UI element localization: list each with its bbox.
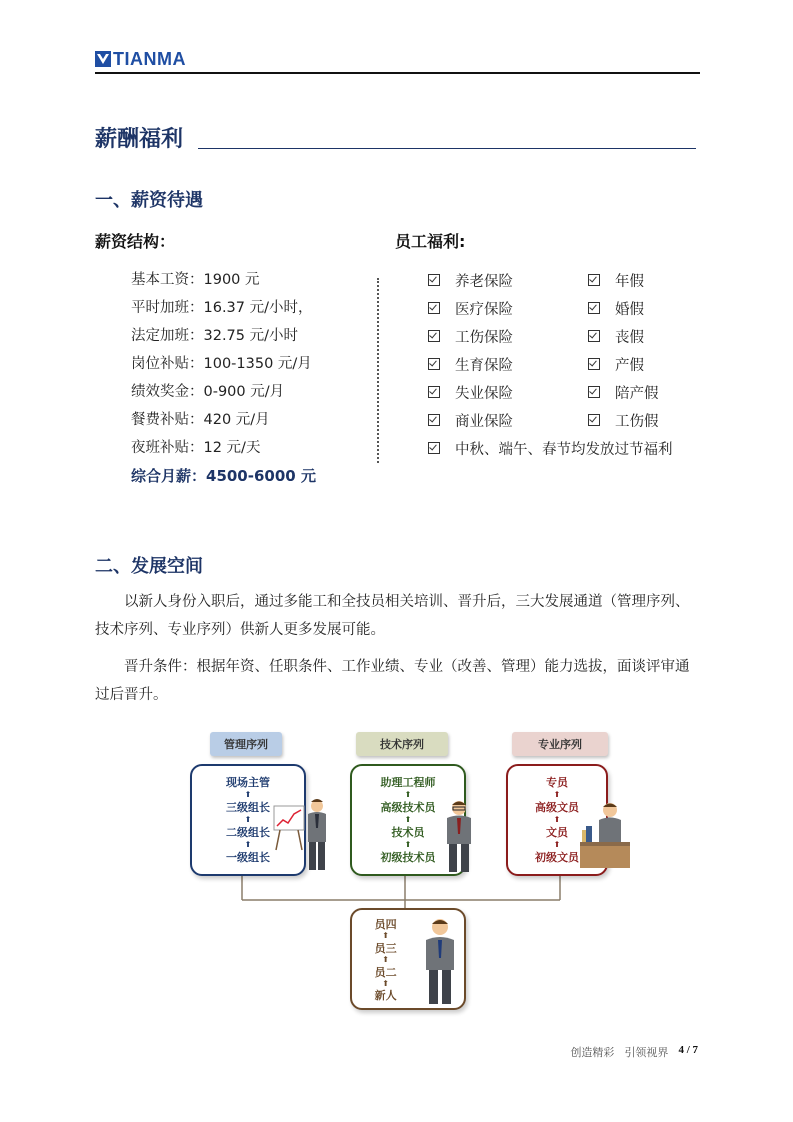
up-arrow-icon: ⬆ <box>553 790 561 799</box>
checkbox-icon <box>428 386 440 398</box>
salary-total: 综合月薪：4500-6000 元 <box>131 467 316 485</box>
footer-slogan: 引领视界 <box>624 1046 669 1059</box>
up-arrow-icon: ⬆ <box>553 840 561 849</box>
salary-item: 夜班补贴：12 元/天 <box>131 440 261 456</box>
tianma-logo-icon <box>95 51 111 67</box>
up-arrow-icon: ⬆ <box>382 979 389 988</box>
section-heading-salary: 一、薪资待遇 <box>95 190 203 211</box>
up-arrow-icon: ⬆ <box>404 815 412 824</box>
track-step: 技术员 <box>391 826 425 839</box>
benefit-label: 年假 <box>615 273 644 290</box>
salary-item: 基本工资：1900 元 <box>131 272 260 288</box>
benefits-col2 <box>588 266 659 434</box>
base-step: 员三 <box>374 942 397 955</box>
page-title: 薪酬福利 <box>95 127 184 152</box>
title-underline <box>198 148 696 149</box>
section-heading-development: 二、发展空间 <box>95 556 203 577</box>
page-footer <box>570 1044 698 1060</box>
salary-structure-heading: 薪资结构： <box>95 232 176 251</box>
benefit-label: 生育保险 <box>455 357 513 374</box>
checkbox-icon <box>588 358 600 370</box>
career-path-diagram <box>180 728 630 1013</box>
benefit-item <box>428 434 673 462</box>
header-divider <box>95 72 700 74</box>
checkbox-icon <box>428 274 440 286</box>
track-step: 高级文员 <box>535 801 579 814</box>
checkbox-icon <box>428 358 440 370</box>
benefit-item <box>588 378 659 406</box>
company-logo <box>95 50 186 68</box>
promotion-paragraph: 晋升条件：根据年资、任职条件、工作业绩、专业（改善、管理）能力选拔，面谈评审通过后晋升。 <box>95 659 690 703</box>
benefit-label: 丧假 <box>615 329 644 346</box>
benefit-label: 养老保险 <box>455 273 513 290</box>
footer-slogan: 创造精彩 <box>570 1046 615 1059</box>
checkbox-icon <box>588 330 600 342</box>
logo-text: TIANMA <box>113 48 186 69</box>
track-step: 初级文员 <box>535 851 579 864</box>
benefit-label: 医疗保险 <box>455 301 513 318</box>
checkbox-icon <box>588 274 600 286</box>
benefit-label: 工伤假 <box>615 413 659 430</box>
track-step: 现场主管 <box>226 776 270 789</box>
up-arrow-icon: ⬆ <box>382 955 389 964</box>
track-step: 一级组长 <box>226 851 270 864</box>
track-step: 三级组长 <box>226 801 270 814</box>
salary-list <box>131 266 316 490</box>
track-step: 初级技术员 <box>380 851 436 864</box>
benefit-item <box>588 322 659 350</box>
track-step: 专员 <box>546 776 568 789</box>
checkbox-icon <box>588 414 600 426</box>
up-arrow-icon: ⬆ <box>244 790 252 799</box>
clerk-at-desk-illustration-icon <box>580 798 630 872</box>
presenter-illustration-icon <box>272 794 334 874</box>
checkbox-icon <box>428 302 440 314</box>
track-step: 高级技术员 <box>380 801 436 814</box>
base-step: 员二 <box>374 966 397 979</box>
track-tag-professional: 专业序列 <box>512 732 608 756</box>
benefit-label: 产假 <box>615 357 644 374</box>
track-step: 助理工程师 <box>380 776 436 789</box>
benefit-item <box>588 266 659 294</box>
up-arrow-icon: ⬆ <box>404 840 412 849</box>
base-step: 新人 <box>374 989 397 1002</box>
salary-item: 餐费补贴：420 元/月 <box>131 412 270 428</box>
benefit-label: 陪产假 <box>615 385 659 402</box>
track-step: 二级组长 <box>226 826 270 839</box>
up-arrow-icon: ⬆ <box>244 815 252 824</box>
page-number: 4 / 7 <box>678 1044 698 1056</box>
benefit-item <box>588 406 659 434</box>
track-tag-technical: 技术序列 <box>356 732 448 756</box>
benefit-label: 中秋、端午、春节均发放过节福利 <box>455 441 673 458</box>
salary-item: 平时加班：16.37 元/小时， <box>131 300 313 316</box>
up-arrow-icon: ⬆ <box>382 931 389 940</box>
checkbox-icon <box>588 302 600 314</box>
salary-item: 岗位补贴：100-1350 元/月 <box>131 356 312 372</box>
benefit-label: 婚假 <box>615 301 644 318</box>
track-step: 文员 <box>546 826 568 839</box>
salary-item: 绩效奖金：0-900 元/月 <box>131 384 285 400</box>
checkbox-icon <box>428 414 440 426</box>
development-paragraph: 以新人身份入职后，通过多能工和全技员相关培训、晋升后，三大发展通道（管理序列、技术序列、专业序列）供新人更多发展可能。 <box>95 594 690 638</box>
benefits-heading: 员工福利: <box>395 232 466 251</box>
base-step: 员四 <box>374 918 397 931</box>
benefit-label: 商业保险 <box>455 413 513 430</box>
checkbox-icon <box>428 442 440 454</box>
track-tag-management: 管理序列 <box>210 732 282 756</box>
benefit-item <box>588 350 659 378</box>
benefit-label: 工伤保险 <box>455 329 513 346</box>
checkbox-icon <box>588 386 600 398</box>
salary-item: 法定加班：32.75 元/小时 <box>131 328 299 344</box>
up-arrow-icon: ⬆ <box>244 840 252 849</box>
engineer-illustration-icon <box>442 798 476 874</box>
checkbox-icon <box>428 330 440 342</box>
column-divider <box>377 278 379 463</box>
benefit-label: 失业保险 <box>455 385 513 402</box>
benefit-item <box>588 294 659 322</box>
up-arrow-icon: ⬆ <box>404 790 412 799</box>
newcomer-illustration-icon <box>420 916 460 1008</box>
up-arrow-icon: ⬆ <box>553 815 561 824</box>
